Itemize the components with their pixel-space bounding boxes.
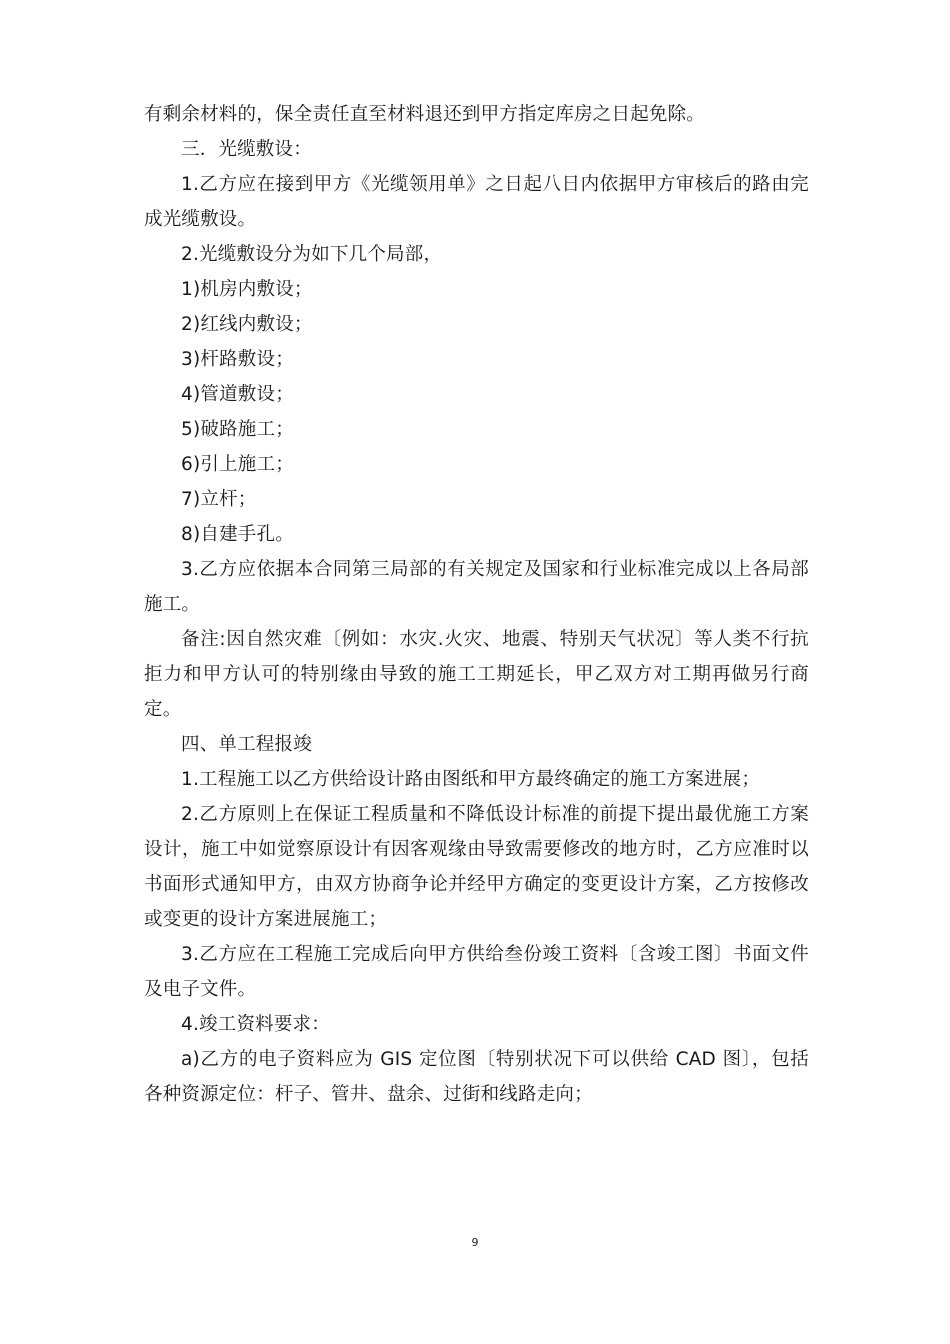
paragraph: 2.乙方原则上在保证工程质量和不降低设计标准的前提下提出最优施工方案设计，施工中如觉察原设计有因客观缘由导致需要修改的地方时，乙方应准时以书面形式通知甲方，由双方协商争论并经甲方确定的变更设计方案，乙方按修改或变更的设计方案进展施工； [144,804,809,930]
paragraph: 1.工程施工以乙方供给设计路由图纸和甲方最终确定的施工方案进展； [181,769,761,790]
paragraph: 3.乙方应在工程施工完成后向甲方供给叁份竣工资料〔含竣工图〕书面文件及电子文件。 [144,944,809,1000]
note-paragraph: 备注:因自然灾难〔例如：水灾.火灾、地震、特别天气状况〕等人类不行抗拒力和甲方认可的特别缘由导致的施工工期延长，甲乙双方对工期再做另行商定。 [144,629,809,720]
list-item: 5)破路施工； [181,419,294,440]
paragraph: 有剩余材料的，保全责任直至材料退还到甲方指定库房之日起免除。 [144,104,706,125]
page-number: 9 [471,1236,479,1249]
paragraph: 1.乙方应在接到甲方《光缆领用单》之日起八日内依据甲方审核后的路由完成光缆敷设。 [144,174,809,230]
document-body [144,97,809,1112]
list-item: 3)杆路敷设； [181,349,294,370]
list-item: 8)自建手孔。 [181,524,294,545]
list-item: 1)机房内敷设； [181,279,313,300]
section-heading: 三．光缆敷设： [181,139,312,160]
paragraph: a)乙方的电子资料应为 GIS 定位图〔特别状况下可以供给 CAD 图〕，包括各种资源定位：杆子、管井、盘余、过街和线路走向； [144,1049,809,1105]
paragraph: 4.竣工资料要求： [181,1014,330,1035]
list-item: 4)管道敷设； [181,384,294,405]
list-item: 7)立杆； [181,489,257,510]
paragraph: 3.乙方应依据本合同第三局部的有关规定及国家和行业标准完成以上各局部施工。 [144,559,809,615]
list-item: 2)红线内敷设； [181,314,313,335]
list-item: 6)引上施工； [181,454,294,475]
section-heading: 四、单工程报竣 [181,734,312,755]
paragraph: 2.光缆敷设分为如下几个局部， [181,244,443,265]
